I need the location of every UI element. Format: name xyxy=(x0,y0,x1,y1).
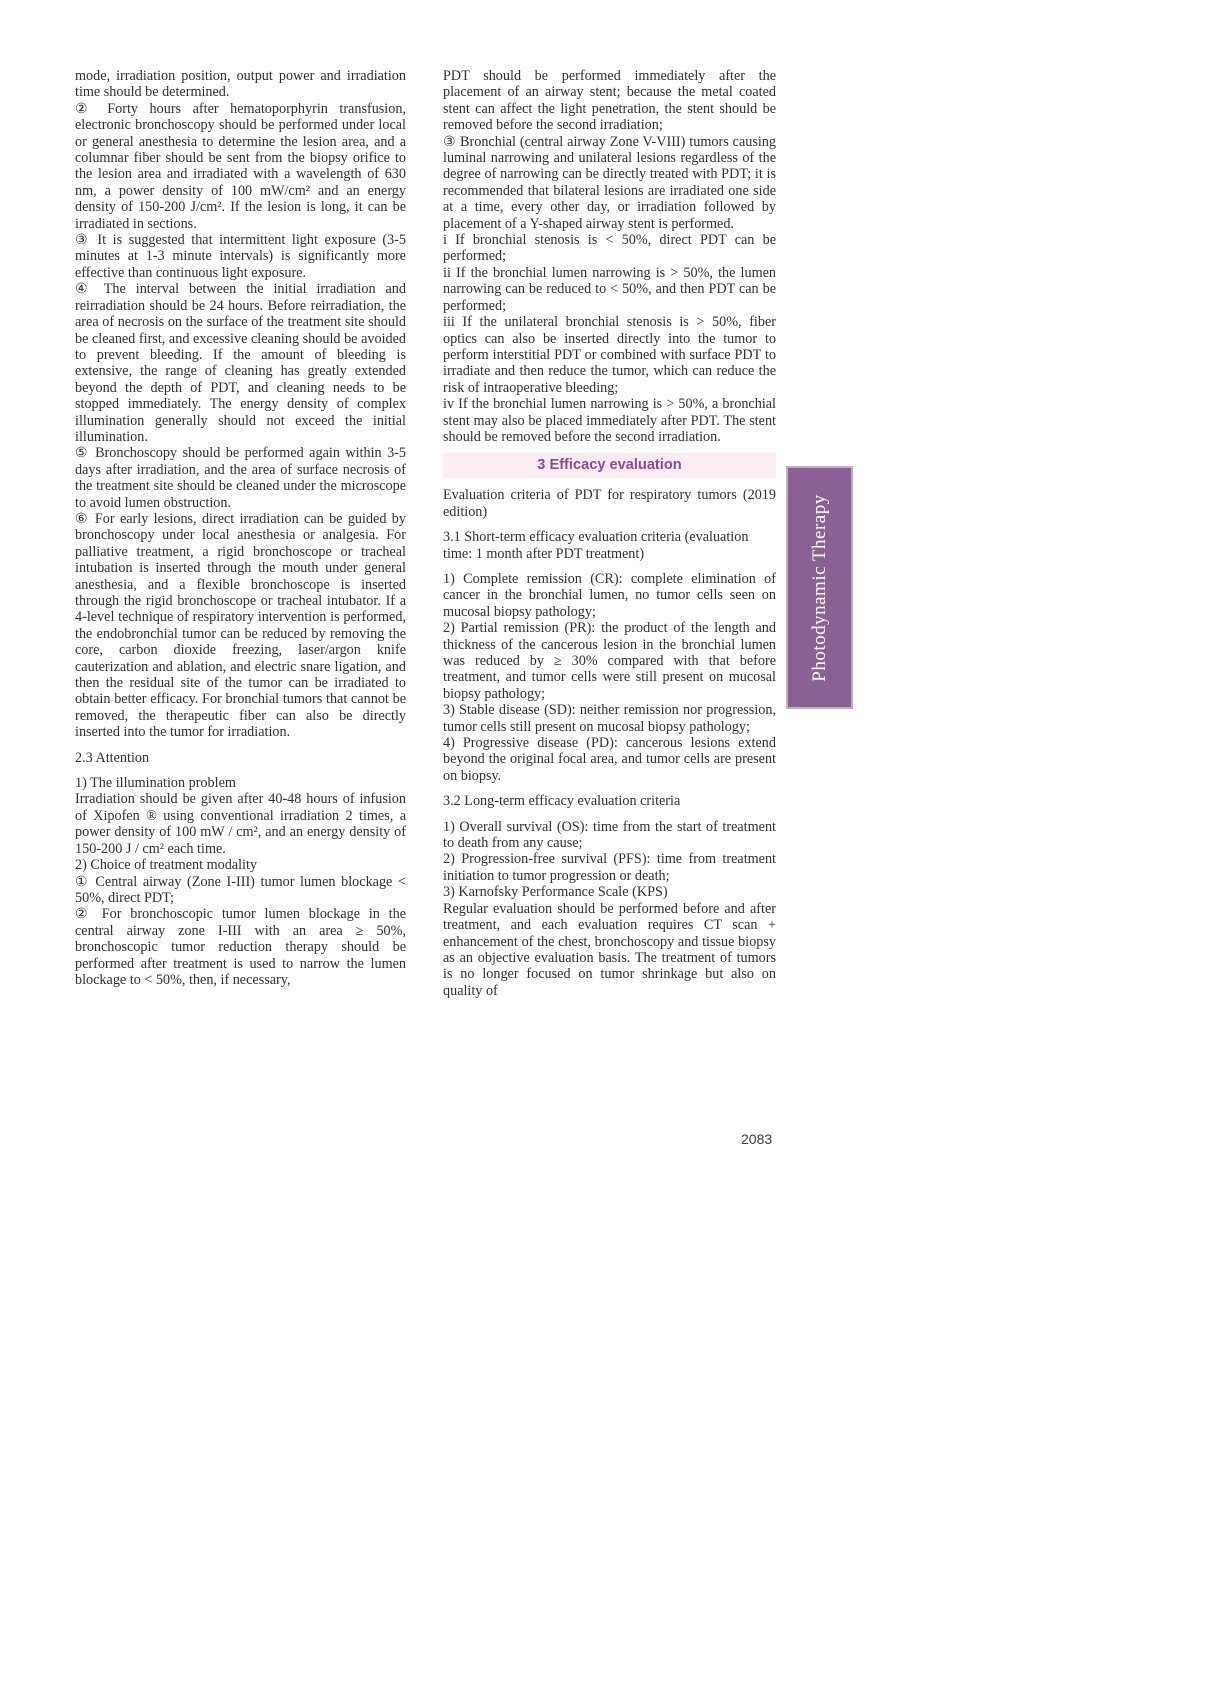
paragraph: ii If the bronchial lumen narrowing is > 50%, the lumen narrowing can be reduced to < 50%, and then PDT can be performed; xyxy=(443,264,776,314)
paragraph: ③ It is suggested that intermittent light exposure (3-5 minutes at 1-3 minute intervals) is significantly more effective than continuous light exposure. xyxy=(75,232,406,281)
paragraph: 3) Stable disease (SD): neither remission nor progression, tumor cells still present on mucosal biopsy pathology; xyxy=(443,702,776,735)
paragraph: Evaluation criteria of PDT for respiratory tumors (2019 edition) xyxy=(443,487,776,520)
paragraph: ⑥ For early lesions, direct irradiation can be guided by bronchoscopy under local anesthesia or analgesia. For palliative treatment, a rigid bronchoscope or tracheal intubation is inserted through the mouth under general anesthesia, and a flexible bronchoscope is inserted through the rigid bronchoscope or tracheal intubator. If a 4-level technique of respiratory intervention is performed, the endobronchial tumor can be reduced by removing the core, carbon dioxide freezing, laser/argon knife cauterization and ablation, and electric snare ligation, and then the residual site of the tumor can be irradiated to obtain better efficacy. For bronchial tumors that cannot be removed, the therapeutic fiber can also be directly inserted into the tumor for irradiation. xyxy=(75,510,406,741)
right-text-column xyxy=(443,68,776,999)
paragraph: mode, irradiation position, output power and irradiation time should be determined. xyxy=(75,68,406,101)
paragraph: iii If the unilateral bronchial stenosis is > 50%, fiber optics can also be inserted directly into the tumor to perform interstitial PDT or combined with surface PDT to irradiate and then reduce the tumor, which can reduce the risk of intraoperative bleeding; xyxy=(443,314,776,396)
paragraph: 2) Progression-free survival (PFS): time from treatment initiation to tumor progression or death; xyxy=(443,851,776,884)
chapter-tab-label: Photodynamic Therapy xyxy=(808,493,830,682)
paragraph: ④ The interval between the initial irradiation and reirradiation should be 24 hours. Before reirradiation, the area of necrosis on the surface of the treatment site should be cleaned first, and excessive cleaning should be avoided to prevent bleeding. If the amount of bleeding is extensive, the range of cleaning has greatly extended beyond the depth of PDT, and cleaning needs to be stopped immediately. The energy density of complex illumination generally should not exceed the initial illumination. xyxy=(75,281,406,445)
subsection-heading: 3.1 Short-term efficacy evaluation criteria (evaluation time: 1 month after PDT treatment) xyxy=(443,529,749,562)
subsection-heading: 2.3 Attention xyxy=(75,749,150,766)
left-text-column xyxy=(75,68,406,988)
paragraph: ① Central airway (Zone I-III) tumor lumen blockage < 50%, direct PDT; xyxy=(75,873,406,906)
chapter-thumb-tab xyxy=(786,466,853,709)
paragraph: ⑤ Bronchoscopy should be performed again within 3-5 days after irradiation, and the area of surface necrosis of the treatment site should be cleaned under the microscope to avoid lumen obstruction. xyxy=(75,445,406,511)
paragraph: 1) Overall survival (OS): time from the start of treatment to death from any cause; xyxy=(443,818,776,852)
page-number: 2083 xyxy=(741,1131,773,1147)
paragraph: i If bronchial stenosis is < 50%, direct PDT can be performed; xyxy=(443,232,776,265)
paragraph: 3) Karnofsky Performance Scale (KPS) xyxy=(443,884,668,901)
paragraph: 4) Progressive disease (PD): cancerous lesions extend beyond the original focal area, and tumor cells are present on biopsy. xyxy=(443,735,776,784)
paragraph: 2) Choice of treatment modality xyxy=(75,857,258,874)
paragraph: iv If the bronchial lumen narrowing is > 50%, a bronchial stent may also be placed immediately after PDT. The stent should be removed before the second irradiation. xyxy=(443,396,776,445)
paragraph: ② For bronchoscopic tumor lumen blockage in the central airway zone I-III with an area ≥ 50%, bronchoscopic tumor reduction therapy should be performed after treatment is used to narrow the lumen blockage to < 50%, then, if necessary, xyxy=(75,906,406,988)
paragraph: Irradiation should be given after 40-48 hours of infusion of Xipofen ® using conventional irradiation 2 times, a power density of 100 mW / cm², and an energy density of 150-200 J / cm² each time. xyxy=(75,791,406,857)
paragraph: 1) The illumination problem xyxy=(75,775,236,792)
paragraph: Regular evaluation should be performed before and after treatment, and each evaluation requires CT scan + enhancement of the chest, bronchoscopy and tissue biopsy as an objective evaluation basis. The treatment of tumors is no longer focused on tumor shrinkage but also on quality of xyxy=(443,900,776,999)
subsection-heading: 3.2 Long-term efficacy evaluation criteria xyxy=(443,793,681,810)
section-heading: 3 Efficacy evaluation xyxy=(443,453,776,478)
paragraph: 2) Partial remission (PR): the product of the length and thickness of the cancerous lesion in the bronchial lumen was reduced by ≥ 30% compared with that before treatment, and tumor cells were still present on mucosal biopsy pathology; xyxy=(443,620,776,702)
paragraph: 1) Complete remission (CR): complete elimination of cancer in the bronchial lumen, no tumor cells seen on mucosal biopsy pathology; xyxy=(443,570,776,620)
paragraph: ③ Bronchial (central airway Zone V-VIII) tumors causing luminal narrowing and unilateral lesions regardless of the degree of narrowing can be directly treated with PDT; it is recommended that bilateral lesions are irradiated one side at a time, every other day, or irradiation followed by placement of a Y-shaped airway stent is performed. xyxy=(443,133,776,232)
paragraph: PDT should be performed immediately after the placement of an airway stent; because the metal coated stent can affect the light penetration, the stent should be removed before the second irradiation; xyxy=(443,68,776,134)
paragraph: ② Forty hours after hematoporphyrin transfusion, electronic bronchoscopy should be performed under local or general anesthesia to determine the lesion area, and a columnar fiber should be sent from the biopsy orifice to the lesion area and irradiated with a wavelength of 630 nm, a power density of 100 mW/cm² and an energy density of 150-200 J/cm². If the lesion is long, it can be irradiated in sections. xyxy=(75,100,406,232)
